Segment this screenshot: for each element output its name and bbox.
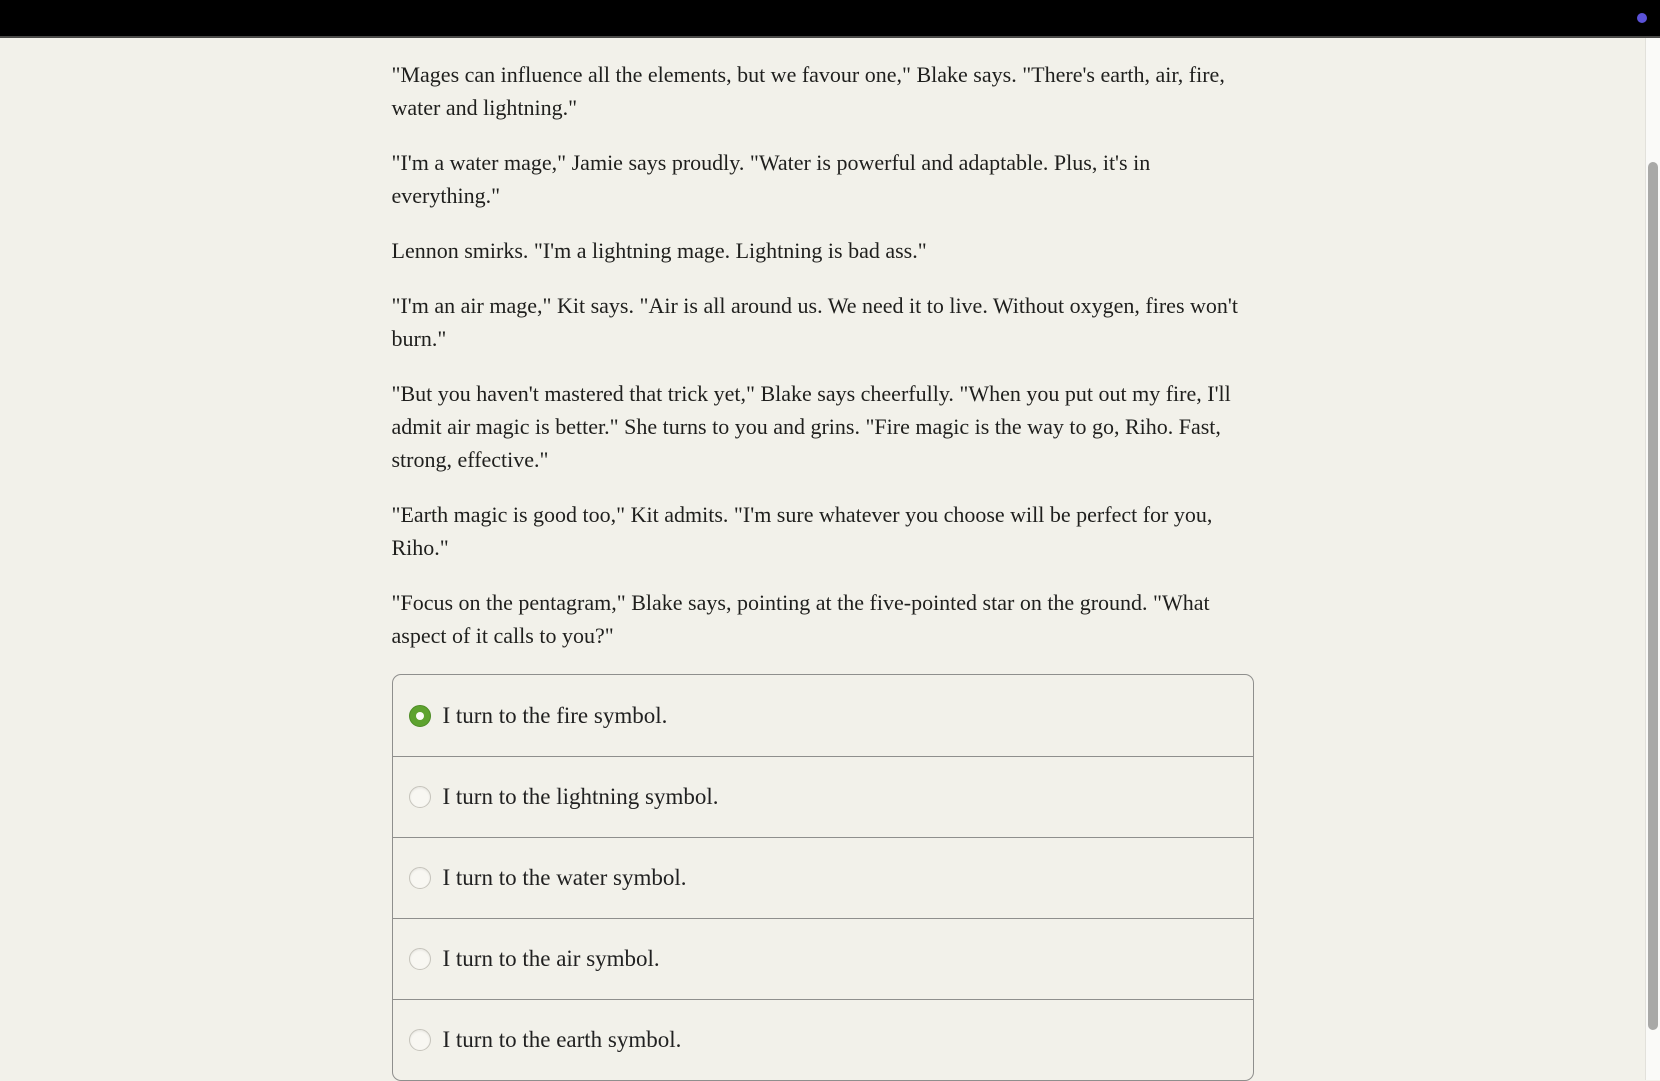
choice-row-air[interactable] <box>393 918 1253 999</box>
radio-fire[interactable] <box>409 705 431 727</box>
top-bar <box>0 0 1660 38</box>
story-paragraph: "Mages can influence all the elements, but we favour one," Blake says. "There's earth, air, fire, water and lightning." <box>391 62 1225 120</box>
choice-label[interactable]: I turn to the fire symbol. <box>442 702 668 728</box>
choice-row-lightning[interactable] <box>393 756 1253 837</box>
story-paragraph: "But you haven't mastered that trick yet," Blake says cheerfully. "When you put out my fire, I'll admit air magic is better." She turns to you and grins. "Fire magic is the way to go, Riho. Fast, strong, effective." <box>391 381 1231 472</box>
story-paragraph: "I'm an air mage," Kit says. "Air is all around us. We need it to live. Without oxygen, fires won't burn." <box>391 293 1238 351</box>
story-paragraph: "I'm a water mage," Jamie says proudly. "Water is powerful and adaptable. Plus, it's in everything." <box>391 150 1151 208</box>
notification-dot-icon <box>1637 13 1647 23</box>
scrollbar-thumb[interactable] <box>1648 162 1658 1030</box>
story-paragraph: "Focus on the pentagram," Blake says, pointing at the five-pointed star on the ground. "What aspect of it calls to you?" <box>391 590 1210 648</box>
story-paragraph: Lennon smirks. "I'm a lightning mage. Lightning is bad ass." <box>391 238 927 263</box>
choice-label[interactable]: I turn to the air symbol. <box>442 946 660 971</box>
story-paragraph: "Earth magic is good too," Kit admits. "I'm sure whatever you choose will be perfect for you, Riho." <box>391 502 1213 560</box>
choice-label[interactable]: I turn to the lightning symbol. <box>442 784 719 809</box>
choice-row-water[interactable] <box>393 837 1253 918</box>
choice-list <box>392 674 1254 1081</box>
choice-form <box>392 674 1254 1081</box>
story-text <box>392 58 1254 652</box>
story-page <box>0 38 1645 1080</box>
radio-air[interactable] <box>409 948 431 970</box>
radio-lightning[interactable] <box>409 786 431 808</box>
choice-row-earth[interactable] <box>393 999 1253 1080</box>
scrollbar-track[interactable] <box>1645 38 1660 1080</box>
radio-earth[interactable] <box>409 1029 431 1051</box>
radio-water[interactable] <box>409 867 431 889</box>
choice-row-fire[interactable] <box>393 675 1253 756</box>
choice-label[interactable]: I turn to the earth symbol. <box>442 1027 682 1052</box>
choice-label[interactable]: I turn to the water symbol. <box>442 865 687 890</box>
